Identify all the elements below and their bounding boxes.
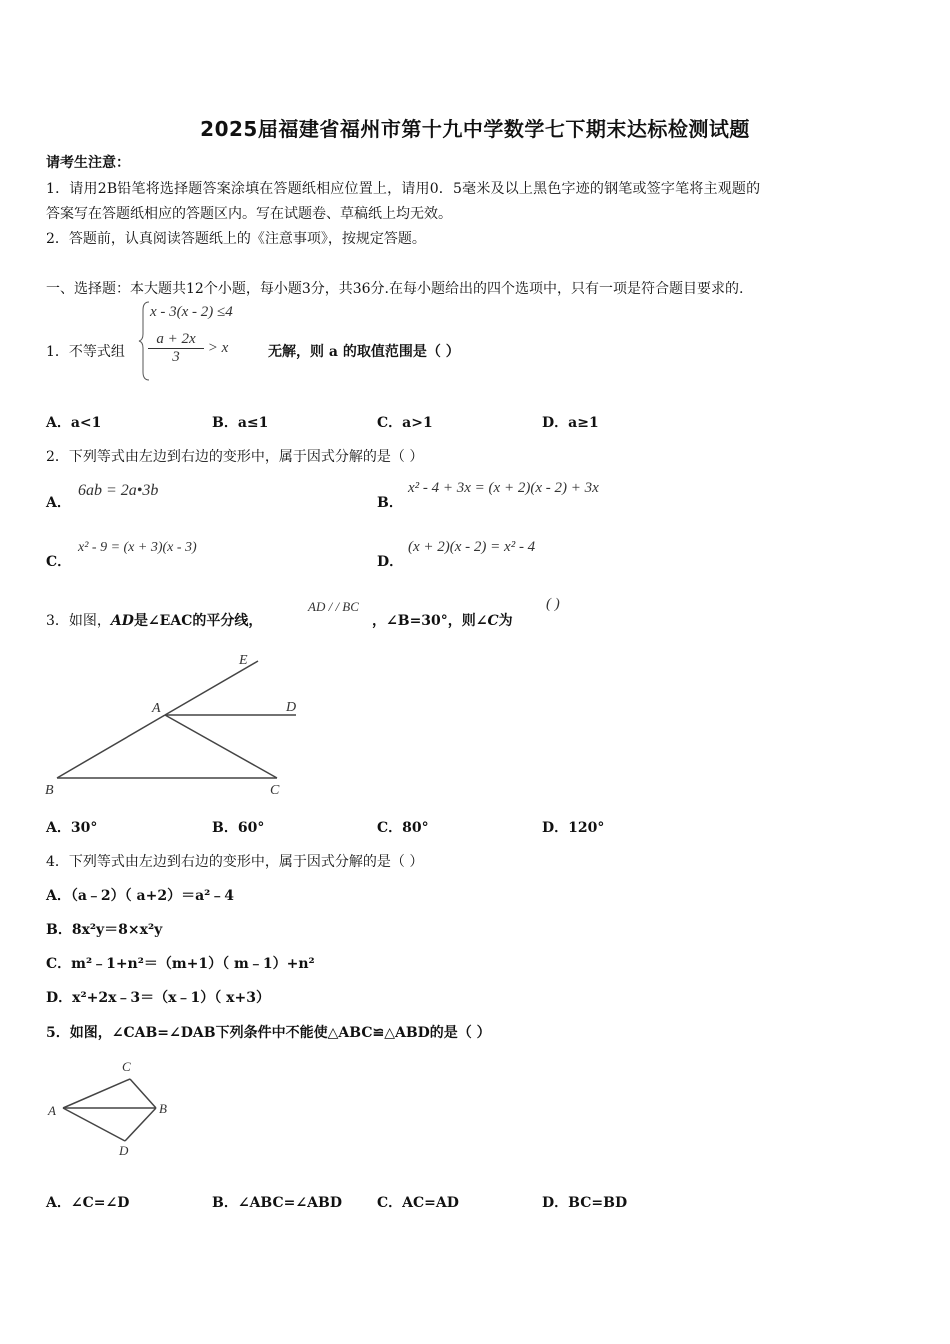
q5-label-a: A	[48, 1103, 56, 1118]
q1-ineq2-tail: > x	[207, 339, 229, 356]
q3-line-ba	[57, 715, 165, 778]
notice-line-1b: 答案写在答题纸相应的答题区内。写在试题卷、草稿纸上均无效。	[46, 206, 452, 222]
q1-inequality-2	[148, 331, 228, 366]
q2-label-c[interactable]: C．	[46, 554, 72, 570]
q5-option-d[interactable]: D．BC=BD	[542, 1195, 628, 1211]
q3-option-d[interactable]: D．120°	[542, 820, 605, 836]
q2-expr-a: 6ab = 2a•3b	[78, 482, 159, 499]
q3-paren: ( )	[546, 596, 560, 612]
q1-inequality-1: x - 3(x - 2) ≤4	[150, 304, 233, 320]
notice-line-1: 1．请用2B铅笔将选择题答案涂填在答题纸相应位置上，请用0．5毫米及以上黑色字迹的钢笔或签字笔将主观题的	[46, 181, 761, 197]
q5-label-d: D	[119, 1143, 129, 1158]
notice-heading: 请考生注意：	[46, 155, 130, 171]
q3-option-a[interactable]: A．30°	[46, 820, 98, 836]
q3-stem-d: 为	[498, 613, 513, 629]
q3-stem	[46, 610, 262, 630]
q1-suffix: 无解，则 a 的取值范围是（ ）	[268, 344, 460, 360]
q3-option-c[interactable]: C．80°	[377, 820, 429, 836]
q3-label-e: E	[239, 653, 248, 668]
q5-line-cb	[130, 1079, 156, 1108]
q3-label-d: D	[286, 700, 297, 715]
q3-line-ae	[165, 661, 258, 715]
q3-stem-b: 是∠EAC的平分线，	[133, 613, 263, 629]
q4-option-c[interactable]: C．m²﹣1+n²＝（m+1）（ m﹣1）+n²	[46, 956, 315, 972]
q3-stem-a: 3．如图，	[46, 613, 111, 629]
q1-option-c[interactable]: C．a>1	[377, 415, 433, 431]
q3-label-b: B	[45, 783, 54, 798]
q1-option-b[interactable]: B．a≤1	[212, 415, 269, 431]
q4-option-d[interactable]: D．x²+2x﹣3＝（x﹣1）（ x+3）	[46, 990, 270, 1006]
q5-option-b[interactable]: B．∠ABC=∠ABD	[212, 1195, 342, 1211]
q1-prefix: 1．不等式组	[46, 344, 125, 360]
q4-option-b[interactable]: B．8x²y＝8×x²y	[46, 922, 163, 938]
q5-stem: 5．如图，∠CAB=∠DAB下列条件中不能使△ABC≌△ABD的是（ ）	[46, 1025, 491, 1041]
q4-stem: 4．下列等式由左边到右边的变形中，属于因式分解的是（ ）	[46, 854, 424, 870]
q4-option-a[interactable]: A．（a﹣2）（ a+2）＝a²﹣4	[46, 888, 235, 904]
q1-frac-den: 3	[172, 349, 180, 365]
q5-line-ad	[63, 1108, 125, 1141]
q3-label-c: C	[270, 783, 280, 798]
q2-expr-b: x² - 4 + 3x = (x + 2)(x - 2) + 3x	[408, 480, 599, 496]
q5-line-ac	[63, 1079, 130, 1108]
q5-option-a[interactable]: A．∠C=∠D	[46, 1195, 130, 1211]
q3-parallel: AD / / BC	[308, 599, 359, 614]
q5-option-c[interactable]: C．AC=AD	[377, 1195, 459, 1211]
q3-c: C	[487, 613, 499, 629]
q5-label-b: B	[159, 1101, 167, 1116]
q1-option-a[interactable]: A．a<1	[46, 415, 102, 431]
q2-expr-c: x² - 9 = (x + 3)(x - 3)	[78, 540, 197, 555]
q2-expr-d: (x + 2)(x - 2) = x² - 4	[408, 539, 536, 555]
q5-line-db	[125, 1108, 156, 1141]
q1-frac-num: a + 2x	[148, 331, 204, 349]
q1-option-d[interactable]: D．a≥1	[542, 415, 599, 431]
section-heading: 一、选择题：本大题共12个小题，每小题3分，共36分.在每小题给出的四个选项中，只有一项是符合题目要求的.	[46, 281, 744, 297]
q2-label-a[interactable]: A．	[46, 495, 71, 511]
notice-line-2: 2．答题前，认真阅读答题纸上的《注意事项》，按规定答题。	[46, 231, 426, 247]
q2-label-b[interactable]: B．	[377, 495, 403, 511]
q3-stem-c: ，∠B=30°，则∠	[372, 613, 488, 629]
q3-option-b[interactable]: B．60°	[212, 820, 265, 836]
q2-stem: 2．下列等式由左边到右边的变形中，属于因式分解的是（ ）	[46, 449, 424, 465]
q3-figure	[40, 648, 310, 803]
page-title: 2025届福建省福州市第十九中学数学七下期末达标检测试题	[200, 117, 750, 141]
q2-label-d[interactable]: D．	[377, 554, 404, 570]
q3-ad: AD	[110, 613, 134, 629]
q5-label-c: C	[122, 1059, 131, 1074]
q3-stem-c-wrap	[372, 610, 513, 630]
q3-line-ac	[165, 715, 277, 778]
q3-label-a: A	[152, 701, 161, 716]
q5-figure	[44, 1055, 174, 1160]
